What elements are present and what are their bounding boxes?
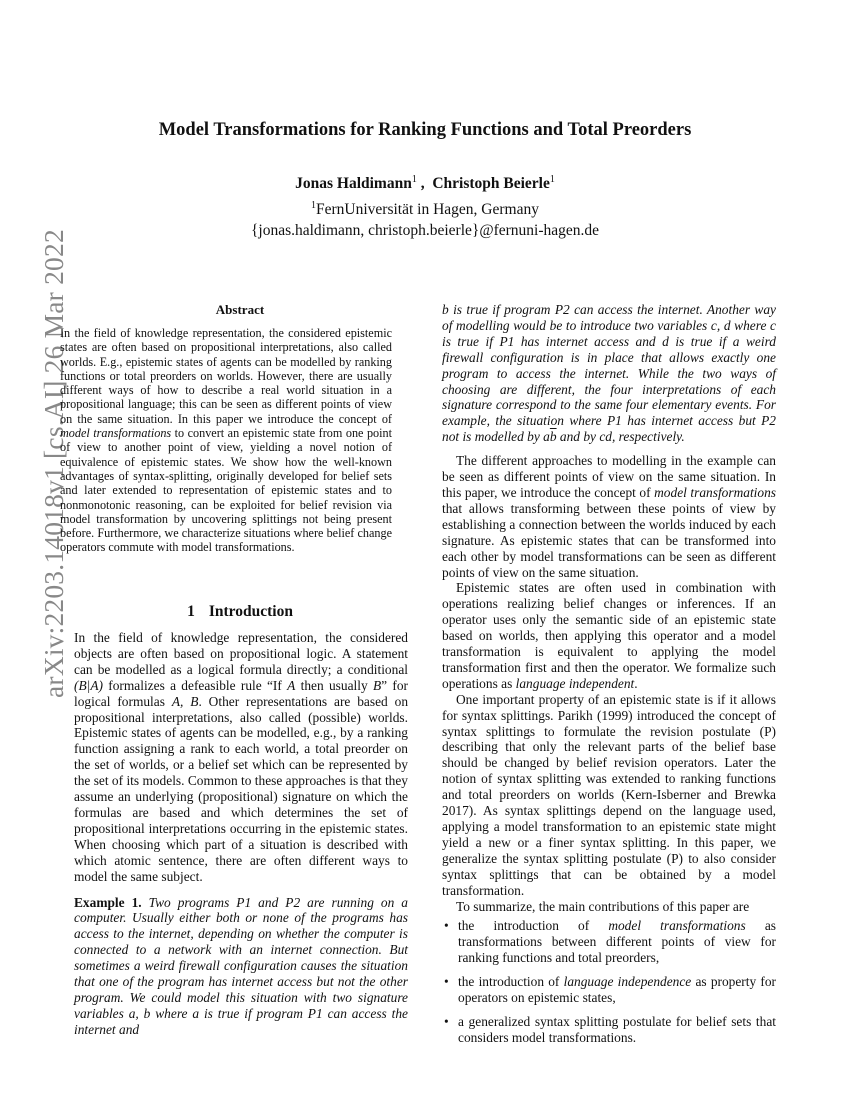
paragraph: One important property of an epistemic state is if it allows for syntax splittings. Parikh (1999) introduced the concept of syntax splittings to formulate the revision postulate (P) describing that only the relevant parts of the belief base should be changed by belief revision operators. Later the notion of syntax splitting was extended to ranking functions and total preorders on worlds (Kern-Isberner and Brewka 2017). As syntax splittings depend on the language used, applying a model transformation to an epistemic state might yield a new or a finer syntax splitting. In this paper, we generalize the syntax splitting postulate (P) to also consider syntax splittings that can be obtained by a model transformation.: [442, 691, 776, 898]
math-run: [543, 429, 556, 444]
text-run: is true if program P1 can access the internet and: [74, 1005, 408, 1037]
contribution-list: [442, 918, 776, 1045]
author-list: [0, 174, 850, 193]
affiliation: [0, 200, 850, 219]
section-title: Introduction: [208, 603, 293, 620]
abstract-heading: Abstract: [215, 302, 265, 317]
author-separator: ,: [416, 175, 433, 192]
author-name: Christoph Beierle: [432, 175, 550, 192]
affiliation-name: FernUniversität in Hagen, Germany: [316, 201, 539, 218]
arxiv-watermark: [2, 229, 69, 698]
example-1: [74, 895, 408, 1038]
text-run: Epistemic states are often used in combination with operations realizing belief changes or inferences. If an operator uses only the semantic side of an epistemic state based on worlds, then applying this operator and a model transformation is equivalent to applying the model transformation first and then the operator. We formalize such operations as: [442, 580, 776, 691]
text-run: is true if a weird firewall configuration is in place that allows exactly one program to access the internet. While the two ways of choosing are different, the four interpretations of each signature correspond to the same four elementary events. For example, the situation where P1 has internet access but P2 not is modelled by: [442, 333, 776, 445]
left-column-body: [74, 630, 408, 1038]
example-text: [74, 895, 408, 1037]
text-run: that allows transforming between these points of view by establishing a connection between the worlds induced by each signature. As epistemic states that can be transformed into each other by model transformations can be seen as different points of view on the same situation.: [442, 500, 776, 580]
right-column-body: [442, 302, 776, 1054]
abstract-emphasis: model transformations: [60, 426, 172, 441]
affiliation-mark: 1: [311, 200, 317, 211]
emphasis: language independent: [515, 675, 635, 691]
abstract-text: to convert an epistemic state from one point of view to another point of view, yielding a novel notion of equivalence of epistemic states. We show how the well-known advantages of syntax-splitting, originally developed for belief sets and later extended to representation of epistemic states and to nonmonotonic reasoning, can be exploited for belief revision via model transformation by uncovering splittings not being present before. Furthermore, we characterize situations where belief change operators commute with model transformations.: [60, 426, 392, 555]
emphasis: model transformations: [608, 918, 746, 934]
author-name: Jonas Haldimann: [295, 175, 412, 192]
text-run: the introduction of: [458, 974, 564, 990]
author-affil-mark: 1: [411, 174, 417, 185]
author-affil-mark: 1: [549, 174, 555, 185]
math-run: b: [442, 302, 449, 317]
text-run: where: [730, 317, 771, 333]
text-run: as transformations between different points of view for ranking functions and total preorders,: [458, 918, 776, 966]
text-run: . Other representations are based on propositional interpretations, also called (possible) worlds. Epistemic states of agents can be modelled, e.g., by a ranking function assigning a rank to each world, a total preorder on the set of worlds, or a belief set which can be represented by the set of its models. Common to these approaches is that they assume an underlying (propositional) signature on which the formulas are based and which determines the set of propositional interpretations occurring in the epistemic states. When choosing which part of a situation is described with which atomic sentence, there are often different ways to model the same subject.: [74, 693, 409, 884]
section-heading: [60, 603, 420, 621]
intro-paragraph: [74, 630, 408, 885]
math-run: a, b: [128, 1005, 151, 1021]
abstract-text: In the field of knowledge representation, the considered epistemic states are often based on propositional interpretations, also called worlds. E.g., epistemic states of agents can be modelled by ranking functions or total preorders on worlds. However, there are usually different ways of how to describe a real world situation in a propositional language; this can be seen as different points of view on the same situation. In this paper we introduce the concept of: [60, 326, 392, 426]
math-run: A, B: [171, 693, 199, 709]
math-run: d: [662, 333, 669, 349]
section-number: 1: [187, 603, 195, 620]
arxiv-identifier: arXiv:2203.14018v1 [cs.AI] 26 Mar 2022: [38, 229, 69, 698]
text-run: Two programs P1 and P2 are running on a computer. Usually either both or none of the programs has access to the internet, depending on whether the computer is connected to a network with an internet connection. But sometimes a weird firewall configuration causes the situation that one of the program has internet access but not the other program. We could model this situation with two signature variables: [74, 894, 408, 1021]
math-run: a: [192, 1005, 200, 1021]
math-run: A: [287, 677, 296, 693]
emphasis: language independence: [563, 974, 692, 990]
math-run: c, d: [710, 317, 731, 333]
text-run: a generalized syntax splitting postulate for belief sets that considers model transformations.: [458, 1013, 776, 1045]
text-run: as property for operators on epistemic states,: [458, 974, 776, 1006]
example-1-continued: [442, 302, 776, 445]
text-run: ” for logical formulas: [74, 677, 409, 709]
text-run: the introduction of: [458, 918, 609, 934]
list-item: [442, 918, 776, 966]
emphasis: model transformations: [654, 484, 776, 500]
text-run: where: [150, 1005, 193, 1021]
paper-title: Model Transformations for Ranking Functions and Total Preorders: [158, 120, 692, 140]
list-item: [442, 1014, 776, 1046]
list-item: [442, 974, 776, 1006]
math-symbol: a: [543, 429, 550, 445]
text-run: and by: [556, 429, 600, 445]
text-run: is true if program P2 can access the internet. Another way of modelling would be to introduce two variables: [442, 302, 776, 333]
example-label: Example 1.: [74, 894, 142, 910]
math-run: (B|A): [74, 677, 103, 693]
text-run: In the field of knowledge representation, the considered objects are often based on propositional logic. A statement can be modelled as a logical formula directly; a conditional: [74, 630, 408, 677]
paragraph: [442, 453, 776, 580]
paragraph: To summarize, the main contributions of this paper are: [456, 898, 750, 914]
math-run: B: [372, 677, 382, 693]
math-symbol-negated: $\overline{b}$: [549, 429, 557, 445]
text-run: formalizes a defeasible rule “If: [102, 677, 288, 693]
abstract-body: [60, 326, 392, 555]
paragraph: [442, 580, 776, 691]
author-email: {jonas.haldimann, christoph.beierle}@fernuni-hagen.de: [250, 222, 600, 239]
text-run: is true if P1 has internet access and: [442, 333, 663, 349]
text-run: then usually: [295, 677, 373, 693]
text-run: .: [634, 675, 638, 691]
math-run: c: [770, 317, 776, 333]
text-run: The different approaches to modelling in the example can be seen as different points of view on the same situation. In this paper, we introduce the concept of: [442, 453, 776, 500]
text-run: , respectively.: [611, 429, 685, 445]
math-run: cd: [599, 429, 612, 445]
